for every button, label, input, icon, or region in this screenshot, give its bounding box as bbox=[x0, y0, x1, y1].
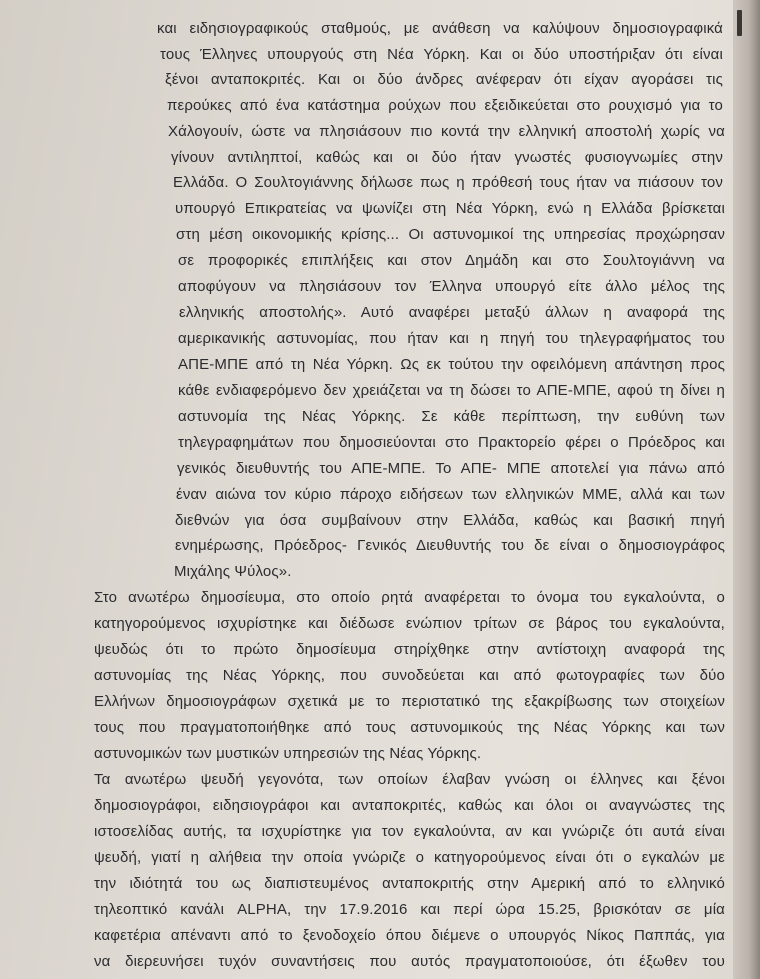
quote-line: αποφύγουν να πλησιάσουν τον Έλληνα υπουργό είτε άλλο μέλος της bbox=[178, 278, 725, 295]
quote-line: και ειδησιογραφικούς σταθμούς, με ανάθεση να καλύψουν δημοσιογραφικά bbox=[157, 20, 723, 37]
paragraph-line: Στο ανωτέρω δημοσίευμα, στο οποίο ρητά αναφέρεται το όνομα του εγκαλούντα, ο bbox=[94, 589, 725, 606]
quote-line: υπουργό Επικρατείας να ψωνίζει στη Νέα Υόρκη, ενώ η Ελλάδα βρίσκεται bbox=[175, 200, 725, 217]
quote-line: Χάλογουίν, ώστε να πλησιάσουν πιο κοντά την ελληνική αποστολή χωρίς να bbox=[168, 123, 725, 140]
paragraph-line: καφετέρια απέναντι από το ξενοδοχείο όπου διέμενε ο υπουργός Νίκος Παππάς, για bbox=[94, 927, 725, 944]
quote-line: αστυνομία της Νέας Υόρκης. Σε κάθε περίπτωση, την ευθύνη των bbox=[178, 408, 725, 425]
quote-line: κάθε ενδιαφερόμενο δεν χρειάζεται να τη δώσει το ΑΠΕ-ΜΠΕ, αφού τη δίνει η bbox=[178, 382, 725, 399]
paragraph-line: ψευδώς ότι το πρώτο δημοσίευμα στηρίχθηκε στην αντίστοιχη αναφορά της bbox=[94, 641, 725, 658]
quote-line: Ελλάδα. Ο Σουλτογιάννης δήλωσε πως η πρόθεσή τους ήταν να πιάσουν τον bbox=[173, 174, 723, 191]
paragraph-line: να διερευνήσει τυχόν συναντήσεις που αυτός πραγματοποιούσε, ότι έξωθεν του bbox=[94, 953, 725, 970]
quote-line: γενικός διευθυντής του ΑΠΕ-ΜΠΕ. Το ΑΠΕ- ΜΠΕ αποτελεί για πάνω από bbox=[177, 460, 725, 477]
quote-line: σε προφορικές επιπλήξεις και στον Δημάδη και στο Σουλτογιάννη να bbox=[178, 252, 725, 269]
quote-line: τηλεγραφημάτων που δημοσιεύονται στο Πρακτορείο φέρει ο Πρόεδρος και bbox=[178, 434, 725, 451]
paragraph-line: Ελλήνων δημοσιογράφων σχετικά με το περιστατικό της εξακρίβωσης των στοιχείων bbox=[94, 693, 725, 710]
paragraph-line: την ιδιότητά του ως διαπιστευμένος ανταποκριτής στην Αμερική από το ελληνικό bbox=[94, 875, 725, 892]
paragraph-line: ιστοσελίδας αυτής, τα ισχυρίστηκε για τον εγκαλούντα, αν και γνώριζε ότι αυτά είναι bbox=[94, 823, 725, 840]
paragraph-line: τηλεοπτικό κανάλι ALPHA, την 17.9.2016 και περί ώρα 15.25, βρισκόταν σε μία bbox=[94, 901, 725, 918]
quote-line: ελληνικής αποστολής». Αυτό αναφέρει μεταξύ άλλων η αναφορά της bbox=[179, 304, 725, 321]
quote-line: ξένοι ανταποκριτές. Και οι δύο άνδρες ανέφεραν ότι είχαν αγοράσει τις bbox=[165, 71, 723, 88]
paragraph-line: ψευδή, γιατί η αλήθεια την οποία γνώριζε ο κατηγορούμενος είναι ότι ο εγκαλών με bbox=[94, 849, 725, 866]
paragraph-line: αστυνομικών των μυστικών υπηρεσιών της Νέας Υόρκης. bbox=[94, 745, 482, 762]
quote-line: Μιχάλης Ψύλος». bbox=[174, 563, 292, 580]
quote-line: τους Έλληνες υπουργούς στη Νέα Υόρκη. Και οι δύο υποστήριξαν ότι είναι bbox=[160, 46, 723, 63]
quote-line: περούκες από ένα κατάστημα ρούχων που εξειδικεύεται στο ρουχισμό για το bbox=[167, 97, 723, 114]
paragraph-line: τους που πραγματοποιήθηκε από τους αστυνομικούς της Νέας Υόρκης και των bbox=[94, 719, 725, 736]
page-edge-mark bbox=[737, 10, 742, 36]
quote-line: στη μέση οικονομικής κρίσης... Οι αστυνομικοί της υπηρεσίας προχώρησαν bbox=[176, 226, 725, 243]
page-edge-shadow bbox=[733, 0, 760, 979]
paragraph-line: κατηγορούμενος ισχυρίστηκε και διέδωσε ενώπιον τρίτων σε βάρος του εγκαλούντα, bbox=[94, 615, 725, 632]
quote-line: ενημέρωσης, Πρόεδρος- Γενικός Διευθυντής του δε είναι ο δημοσιογράφος bbox=[175, 537, 725, 554]
quote-line: ΑΠΕ-ΜΠΕ από τη Νέα Υόρκη. Ως εκ τούτου την οφειλόμενη απάντηση προς bbox=[178, 356, 725, 373]
paragraph-line: Τα ανωτέρω ψευδή γεγονότα, των οποίων έλαβαν γνώση οι έλληνες και ξένοι bbox=[94, 771, 725, 788]
quote-line: αμερικανικής αστυνομίας, που ήταν και η πηγή του τηλεγραφήματος του bbox=[178, 330, 725, 347]
paragraph-line: δημοσιογράφοι, ειδησιογράφοι και ανταποκριτές, καθώς και όλοι οι αναγνώστες της bbox=[94, 797, 725, 814]
quote-line: γίνουν αντιληπτοί, καθώς και οι δύο ήταν γνωστές φυσιογνωμίες στην bbox=[171, 149, 723, 166]
paragraph-line: αστυνομίας της Νέας Υόρκης, που συνοδεύεται και από φωτογραφίες των δύο bbox=[94, 667, 725, 684]
quote-line: έναν αιώνα τον κύριο πάροχο ειδήσεων των ελληνικών ΜΜΕ, αλλά και των bbox=[176, 486, 725, 503]
quote-line: διεθνών για όσα συμβαίνουν στην Ελλάδα, καθώς και βασική πηγή bbox=[175, 512, 725, 529]
